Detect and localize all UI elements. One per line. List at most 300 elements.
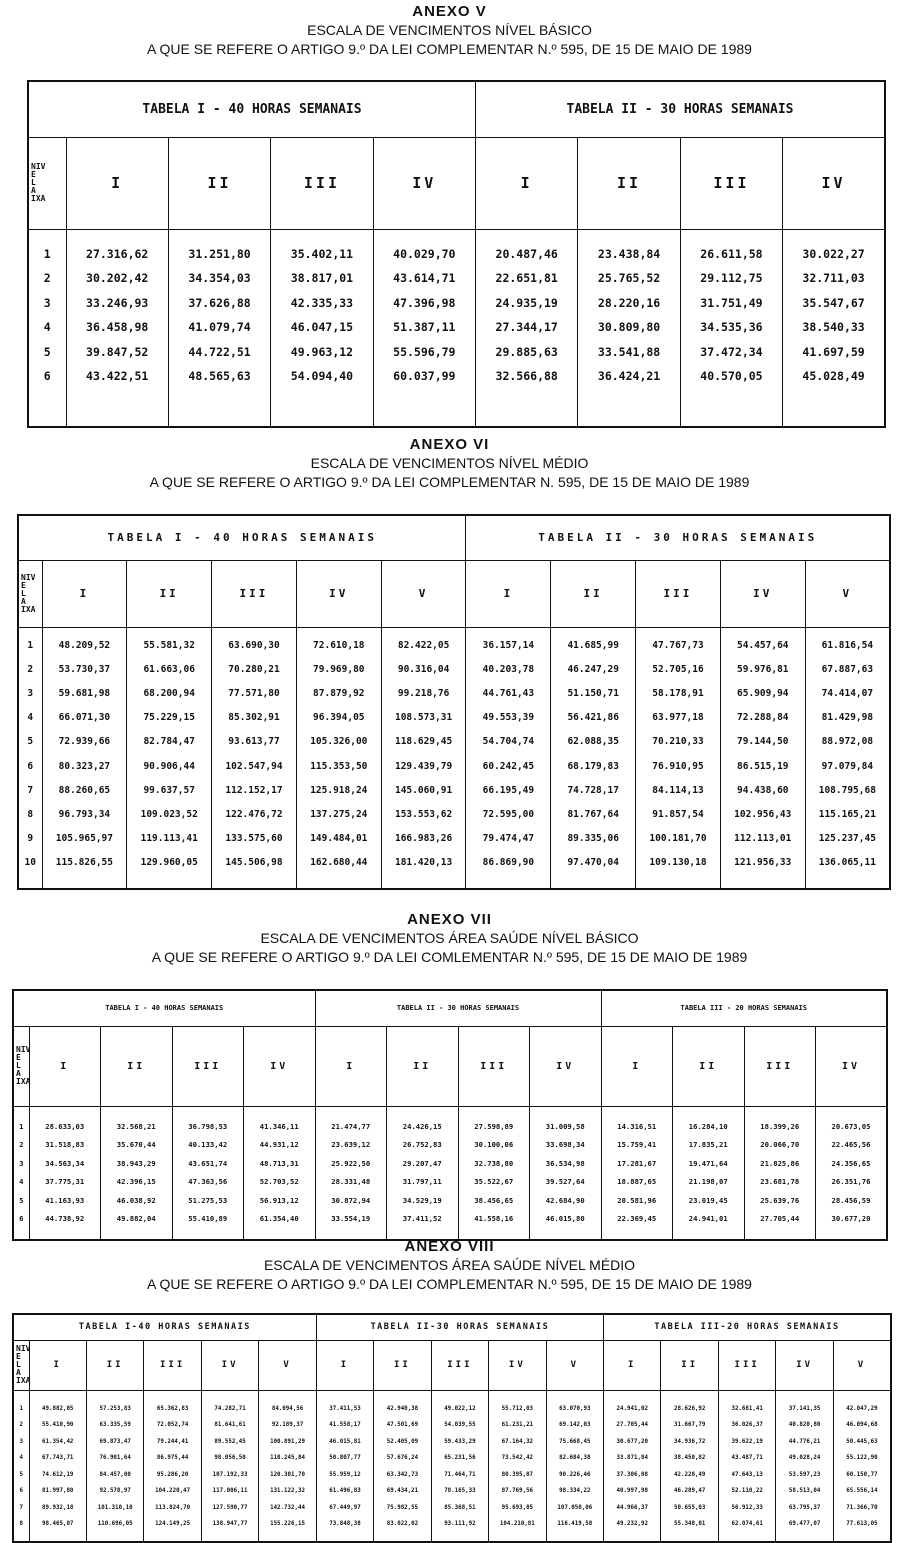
annex6-cell-value: 90.316,04: [397, 663, 450, 675]
annex7-value-column: [29, 1106, 101, 1240]
annex8-level-column: [13, 1390, 29, 1542]
annex7-cell-value: 24.356,65: [831, 1158, 871, 1168]
annex7-column-header: I: [29, 1026, 101, 1106]
annex8-cell-value: 63.795,37: [788, 1504, 821, 1511]
annex5-value-column: [168, 229, 270, 427]
annex8-cell-value: 27.705,44: [616, 1422, 648, 1428]
annex6-cell-value: 88.972,08: [821, 736, 874, 748]
annex8-cell-value: 84.457,00: [99, 1471, 131, 1478]
annex6-cell-value: 76.910,95: [652, 760, 704, 772]
annex5-value-column: [476, 229, 578, 427]
annex6-cell-value: 85.302,91: [228, 712, 280, 724]
annex7-cell-value: 14.316,51: [617, 1121, 657, 1131]
annex8-cell-value: 71.464,71: [444, 1471, 476, 1478]
annex8-column-header: V: [546, 1340, 603, 1390]
annex5-cell-value: 35.547,67: [802, 295, 865, 310]
annex5-level-number: 1: [43, 246, 51, 261]
annex8-cell-value: 55.348,01: [674, 1521, 706, 1527]
annex8-cell-value: 32.681,41: [731, 1405, 763, 1412]
annex8-value-column: [489, 1390, 546, 1542]
annex8-cell-value: 79.244,41: [156, 1438, 189, 1445]
annex6-cell-value: 97.079,84: [821, 760, 874, 772]
annex6-cell-value: 93.613,77: [228, 736, 280, 748]
annex8-column-header: IV: [776, 1340, 833, 1390]
annex6-cell-value: 48.209,52: [58, 639, 111, 651]
annex7-cell-value: 33.554,19: [331, 1214, 371, 1223]
annex6-column-header: I: [466, 560, 551, 627]
annex6-value-column: [466, 627, 551, 889]
annex5-cell-value: 43.614,71: [393, 271, 456, 285]
annex7-value-column: [244, 1106, 316, 1240]
annex7-column-header: IV: [530, 1026, 602, 1106]
annex8-cell-value: 49.022,12: [444, 1405, 476, 1412]
annex6-cell-value: 75.229,15: [143, 712, 195, 724]
annex8-level-number: 4: [19, 1455, 23, 1461]
annex8-cell-value: 40.997,98: [616, 1488, 648, 1494]
annex8-cell-value: 49.882,05: [42, 1405, 74, 1412]
annex8-level-number: 7: [19, 1504, 23, 1511]
annex5-cell-value: 35.402,11: [290, 246, 354, 261]
annex6-value-column: [381, 627, 466, 889]
annex6-cell-value: 109.130,18: [649, 857, 707, 869]
annex8-cell-value: 89.552,45: [214, 1438, 246, 1445]
annex6-cell-value: 63.690,30: [228, 639, 280, 651]
annex8-column-header: II: [86, 1340, 143, 1390]
annex8-value-column: [431, 1390, 488, 1542]
annex7-cell-value: 27.705,44: [760, 1214, 800, 1223]
annex7-cell-value: 49.882,04: [116, 1214, 156, 1223]
annex8-cell-value: 53.597,23: [788, 1471, 821, 1478]
annex8-cell-value: 95.286,20: [156, 1471, 189, 1478]
annex8-cell-value: 74.612,19: [42, 1471, 74, 1478]
annex6-subtitle: ESCALA DE VENCIMENTOS NÍVEL MÉDIO: [310, 455, 589, 471]
annex7-group-header: TABELA II - 30 HORAS SEMANAIS: [315, 990, 601, 1026]
annex6-cell-value: 105.326,00: [310, 736, 368, 748]
annex8-cell-value: 40.820,80: [788, 1422, 821, 1428]
annex8-cell-value: 47.501,69: [386, 1422, 419, 1428]
annex8-cell-value: 82.684,38: [559, 1455, 591, 1461]
annex7-value-column: [530, 1106, 602, 1240]
annex5-subtitle: ESCALA DE VENCIMENTOS NÍVEL BÁSICO: [307, 22, 592, 38]
annex7-cell-value: 35.670,44: [116, 1140, 156, 1149]
annex6-cell-value: 99.218,76: [397, 687, 450, 699]
annex5-cell-value: 34.354,03: [188, 271, 251, 285]
annex6-cell-value: 72.595,00: [482, 808, 535, 820]
annex5-column-header-row: [28, 137, 885, 229]
annex7-cell-value: 20.066,70: [760, 1140, 800, 1149]
annex5-cell-value: 43.422,51: [86, 369, 149, 383]
annex5-cell-value: 42.335,33: [290, 295, 354, 310]
annex7-cell-value: 37.775,31: [45, 1177, 85, 1186]
annex6-column-header: IV: [296, 560, 381, 627]
annex7-value-column: [315, 1106, 387, 1240]
annex8-column-header: III: [431, 1340, 488, 1390]
annex8-nivel-header: [13, 1340, 29, 1390]
annex8-table: [12, 1313, 892, 1543]
annex5-cell-value: 27.344,17: [495, 320, 558, 334]
annex8-cell-value: 55.959,12: [329, 1471, 361, 1478]
annex8-cell-value: 56.912,33: [731, 1504, 763, 1511]
annex7-header: [0, 910, 899, 967]
annex8-value-column: [29, 1390, 86, 1542]
annex5-cell-value: 29.112,75: [700, 271, 763, 285]
annex7-subtitle: ESCALA DE VENCIMENTOS ÁREA SAÚDE NÍVEL BÁSICO: [260, 930, 639, 946]
annex7-cell-value: 30.872,94: [331, 1195, 371, 1205]
annex6-nivel-label: A: [21, 596, 26, 606]
annex8-cell-value: 52.405,09: [386, 1438, 419, 1445]
annex6-cell-value: 54.704,74: [482, 736, 535, 748]
annex8-level-number: 2: [19, 1422, 23, 1428]
annex8-cell-value: 107.050,06: [557, 1504, 593, 1511]
annex8-cell-value: 85.368,51: [444, 1504, 476, 1511]
annex7-cell-value: 43.651,74: [188, 1158, 228, 1168]
annex5-header: [0, 2, 899, 59]
annex7-cell-value: 47.363,56: [188, 1177, 228, 1186]
annex8-cell-value: 95.693,05: [501, 1504, 534, 1511]
annex6-cell-value: 40.203,78: [482, 663, 535, 675]
annex7-value-column: [458, 1106, 530, 1240]
annex7-cell-value: 27.598,89: [474, 1121, 514, 1131]
annex6-cell-value: 112.152,17: [225, 784, 283, 796]
annex5-level-number: 2: [43, 271, 51, 285]
annex7-column-header: IV: [816, 1026, 888, 1106]
annex8-cell-value: 77.613,05: [846, 1521, 878, 1527]
annex8-value-column: [604, 1390, 661, 1542]
annex8-cell-value: 74.282,71: [214, 1405, 246, 1412]
annex6-column-header: I: [42, 560, 127, 627]
annex8-cell-value: 65.231,56: [444, 1455, 476, 1461]
annex7-level-number: 6: [19, 1214, 24, 1223]
annex7-cell-value: 26.351,76: [831, 1177, 871, 1186]
annex7-cell-value: 40.133,42: [188, 1140, 228, 1149]
annex8-value-column: [144, 1390, 201, 1542]
annex8-cell-value: 34.936,72: [674, 1438, 706, 1445]
annex6-cell-value: 108.573,31: [394, 712, 453, 724]
annex8-value-column: [718, 1390, 775, 1542]
annex8-cell-value: 54.039,55: [444, 1422, 476, 1428]
annex6-cell-value: 81.767,64: [567, 808, 619, 820]
annex5-column-header: II: [578, 137, 680, 229]
annex8-group-header: TABELA III-20 HORAS SEMANAIS: [604, 1314, 891, 1340]
annex7-cell-value: 46.038,92: [116, 1195, 156, 1205]
annex8-cell-value: 113.824,70: [155, 1504, 191, 1511]
annex6-cell-value: 74.728,17: [567, 784, 619, 796]
annex7-cell-value: 24.941,01: [688, 1214, 728, 1223]
annex7-cell-value: 55.410,89: [188, 1214, 228, 1223]
annex7-value-column: [601, 1106, 673, 1240]
annex5-group-header: TABELA I - 40 HORAS SEMANAIS: [28, 81, 476, 137]
annex6-level-number: 7: [27, 784, 34, 796]
annex8-cell-value: 75.668,45: [559, 1438, 591, 1445]
annex7-cell-value: 37.411,52: [402, 1214, 442, 1223]
annex5-column-header: III: [271, 137, 373, 229]
annex7-nivel-label: E: [16, 1053, 21, 1062]
annex5-cell-value: 30.022,27: [802, 246, 865, 261]
annex6-cell-value: 36.157,14: [482, 639, 535, 651]
annex8-cell-value: 30.677,20: [616, 1438, 648, 1445]
annex6-cell-value: 79.969,80: [313, 663, 365, 675]
annex7-cell-value: 18.887,65: [617, 1177, 657, 1186]
annex6-cell-value: 96.793,34: [58, 808, 111, 820]
annex6-cell-value: 96.394,05: [313, 712, 365, 724]
annex7-cell-value: 41.163,93: [45, 1195, 85, 1205]
annex6-group-header: TABELA I - 40 HORAS SEMANAIS: [18, 515, 466, 560]
annex6-level-number: 2: [27, 663, 34, 675]
annex8-cell-value: 39.622,19: [731, 1438, 763, 1445]
annex8-cell-value: 37.141,35: [788, 1405, 821, 1412]
annex5-cell-value: 38.817,01: [290, 271, 354, 285]
annex6-cell-value: 102.956,43: [734, 808, 792, 820]
annex6-cell-value: 115.165,21: [818, 808, 876, 820]
annex8-cell-value: 38.450,82: [674, 1455, 706, 1461]
annex6-cell-value: 70.280,21: [228, 663, 280, 675]
annex7-cell-value: 23.681,78: [760, 1177, 800, 1186]
annex7-cell-value: 28.456,59: [831, 1195, 871, 1205]
annex8-cell-value: 36.026,37: [731, 1422, 763, 1428]
annex6-cell-value: 44.761,43: [482, 687, 535, 699]
annex6-values-row: [18, 627, 890, 889]
annex7-level-column: [13, 1106, 29, 1240]
annex6-value-column: [127, 627, 212, 889]
annex8-cell-value: 46.015,81: [329, 1438, 361, 1445]
annex8-value-column: [86, 1390, 143, 1542]
annex8-cell-value: 55.122,90: [846, 1455, 878, 1461]
annex8-cell-value: 101.310,10: [97, 1504, 133, 1511]
annex6-nivel-header: [18, 560, 42, 627]
annex8-cell-value: 42.047,29: [846, 1405, 878, 1412]
annex6-cell-value: 89.335,06: [567, 833, 619, 845]
annex7-cell-value: 25.639,76: [760, 1195, 800, 1205]
annex7-cell-value: 56.913,12: [259, 1195, 299, 1205]
annex5-nivel-label: L: [31, 178, 36, 187]
annex7-level-number: 3: [19, 1158, 24, 1168]
annex5-cell-value: 25.765,52: [597, 271, 661, 285]
annex6-cell-value: 70.210,33: [652, 736, 704, 748]
annex6-cell-value: 105.965,97: [55, 833, 113, 845]
annex6-cell-value: 53.730,37: [58, 663, 111, 675]
annex5-value-column: [271, 229, 373, 427]
annex8-cell-value: 67.743,71: [42, 1455, 74, 1461]
annex6-cell-value: 62.088,35: [567, 736, 619, 748]
annex8-cell-value: 59.433,29: [444, 1438, 476, 1445]
annex5-cell-value: 40.570,05: [700, 369, 763, 383]
annex8-column-header: III: [144, 1340, 201, 1390]
annex5-cell-value: 27.316,62: [86, 246, 149, 261]
annex8-cell-value: 124.149,25: [155, 1521, 191, 1527]
annex8-level-number: 5: [19, 1471, 23, 1478]
annex5-cell-value: 23.438,84: [597, 246, 661, 261]
annex6-cell-value: 79.474,47: [482, 833, 535, 845]
annex8-cell-value: 50.807,77: [329, 1455, 361, 1461]
annex8-column-header: I: [604, 1340, 661, 1390]
annex6-cell-value: 119.113,41: [140, 833, 198, 845]
annex6-cell-value: 162.680,44: [310, 857, 368, 869]
annex7-cell-value: 34.563,34: [45, 1158, 85, 1168]
annex8-cell-value: 43.487,71: [731, 1455, 763, 1461]
annex6-cell-value: 100.181,70: [649, 833, 707, 845]
annex7-level-number: 2: [19, 1140, 24, 1149]
annex5-cell-value: 36.424,21: [597, 369, 661, 383]
annex6-column-header-row: [18, 560, 890, 627]
annex8-column-header: V: [833, 1340, 891, 1390]
annex8-nivel-label: IXA: [16, 1376, 31, 1385]
annex5-column-header: II: [168, 137, 270, 229]
annex6-cell-value: 49.553,39: [482, 712, 535, 724]
annex6-cell-value: 86.869,90: [482, 857, 535, 869]
annex7-cell-value: 25.922,50: [331, 1158, 371, 1168]
annex6-cell-value: 58.178,91: [652, 687, 704, 699]
annex7-cell-value: 31.009,58: [545, 1121, 585, 1131]
annex7-cell-value: 38.943,29: [116, 1158, 156, 1168]
annex8-cell-value: 37.306,08: [616, 1471, 648, 1478]
annex8-group-row: [13, 1314, 891, 1340]
annex6-cell-value: 82.784,47: [143, 736, 195, 748]
annex5-cell-value: 40.029,70: [393, 246, 456, 261]
annex5-cell-value: 22.651,81: [495, 271, 558, 285]
annex7-nivel-label: A: [16, 1069, 21, 1078]
annex7-level-number: 5: [19, 1195, 24, 1205]
annex8-cell-value: 78.165,33: [444, 1488, 476, 1494]
annex7-level-number: 4: [19, 1177, 24, 1186]
annex8-column-header: IV: [489, 1340, 546, 1390]
annex8-cell-value: 69.434,21: [386, 1488, 419, 1494]
annex6-cell-value: 82.422,05: [397, 639, 450, 651]
annex5-table: [27, 80, 886, 428]
annex7-cell-value: 29.207,47: [402, 1158, 442, 1168]
annex5-cell-value: 46.047,15: [290, 320, 354, 334]
annex7-cell-value: 42.396,15: [116, 1177, 156, 1186]
annex8-value-column: [776, 1390, 833, 1542]
annex7-cell-value: 31.518,83: [45, 1140, 85, 1149]
annex6-cell-value: 99.637,57: [143, 784, 195, 796]
annex6-cell-value: 65.909,94: [737, 687, 789, 699]
annex5-title: ANEXO V: [412, 3, 487, 20]
annex8-cell-value: 49.232,92: [616, 1521, 648, 1527]
annex8-cell-value: 155.226,15: [270, 1521, 305, 1527]
annex7-cell-value: 18.399,26: [760, 1121, 800, 1131]
annex6-header: [0, 435, 899, 492]
annex8-cell-value: 61.354,42: [42, 1438, 74, 1445]
annex8-cell-value: 73.542,42: [501, 1455, 534, 1461]
annex5-column-header: I: [476, 137, 578, 229]
annex8-cell-value: 142.732,44: [270, 1504, 305, 1511]
annex7-cell-value: 21.474,77: [331, 1121, 371, 1131]
annex6-cell-value: 86.515,19: [737, 760, 789, 772]
annex7-cell-value: 51.275,53: [188, 1195, 228, 1205]
annex8-group-header: TABELA II-30 HORAS SEMANAIS: [316, 1314, 603, 1340]
annex7-cell-value: 41.558,16: [474, 1214, 514, 1223]
annex8-column-header: II: [374, 1340, 431, 1390]
annex6-cell-value: 94.438,60: [737, 784, 789, 796]
annex8-cell-value: 65.362,83: [156, 1405, 189, 1412]
annex8-value-column: [374, 1390, 431, 1542]
annex8-value-column: [316, 1390, 373, 1542]
annex6-cell-value: 97.470,04: [567, 857, 619, 869]
annex5-cell-value: 28.220,16: [597, 295, 661, 310]
annex6-cell-value: 87.879,92: [313, 687, 365, 699]
annex7-value-column: [101, 1106, 173, 1240]
annex7-cell-value: 38.456,65: [474, 1195, 514, 1205]
annex5-cell-value: 55.596,79: [393, 344, 456, 359]
annex6-group-row: [18, 515, 890, 560]
annex8-cell-value: 98.056,50: [214, 1455, 246, 1461]
annex5-cell-value: 20.487,46: [495, 246, 558, 261]
annex5-value-column: [66, 229, 168, 427]
annex6-cell-value: 63.977,18: [652, 712, 704, 724]
annex7-cell-value: 36.534,98: [545, 1158, 585, 1168]
annex5-nivel-label: E: [31, 170, 36, 179]
annex6-cell-value: 108.795,68: [818, 784, 876, 796]
annex7-cell-value: 30.100,06: [474, 1140, 514, 1149]
annex8-cell-value: 138.947,77: [212, 1521, 248, 1527]
annex6-cell-value: 80.323,27: [58, 760, 111, 772]
annex5-cell-value: 30.202,42: [86, 271, 149, 285]
annex7-cell-value: 19.471,64: [688, 1158, 728, 1168]
annex6-value-column: [42, 627, 127, 889]
annex6-cell-value: 112.113,01: [734, 833, 792, 845]
annex7-reference: A QUE SE REFERE O ARTIGO 9.º DA LEI COMLEMENTAR N.º 595, DE 15 DE MAIO DE 1989: [151, 949, 748, 965]
annex5-nivel-label: A: [31, 186, 36, 195]
annex8-cell-value: 81.997,80: [42, 1488, 74, 1494]
annex7-cell-value: 33.698,34: [545, 1140, 585, 1149]
annex6-cell-value: 72.288,84: [737, 712, 789, 724]
annex8-cell-value: 83.022,02: [386, 1521, 419, 1527]
annex6-cell-value: 74.414,07: [821, 687, 874, 699]
annex8-cell-value: 71.366,70: [846, 1504, 878, 1511]
annex5-reference: A QUE SE REFERE O ARTIGO 9.º DA LEI COMPLEMENTAR N.º 595, DE 15 DE MAIO DE 1989: [147, 41, 752, 57]
annex5-cell-value: 44.722,51: [188, 344, 251, 359]
annex8-cell-value: 104.210,81: [499, 1521, 535, 1527]
annex5-cell-value: 54.094,40: [290, 369, 354, 383]
annex7-nivel-label: NIV: [16, 1045, 31, 1054]
annex6-value-column: [805, 627, 890, 889]
annex6-column-header: III: [636, 560, 721, 627]
annex5-cell-value: 37.626,88: [188, 295, 251, 310]
annex8-cell-value: 92.189,37: [271, 1422, 304, 1428]
annex6-cell-value: 153.553,62: [394, 808, 453, 820]
annex7-nivel-header: [13, 1026, 29, 1106]
annex5-value-column: [680, 229, 782, 427]
annex5-level-number: 3: [43, 295, 51, 310]
annex8-cell-value: 69.142,03: [559, 1422, 591, 1428]
annex6-cell-value: 77.571,80: [228, 687, 280, 699]
annex5-level-column: [28, 229, 66, 427]
annex6-value-column: [551, 627, 636, 889]
annex5-value-column: [783, 229, 885, 427]
annex7-column-header: III: [172, 1026, 244, 1106]
annex8-cell-value: 116.419,58: [557, 1521, 593, 1527]
annex5-cell-value: 39.847,52: [86, 344, 149, 359]
annex6-cell-value: 56.421,86: [567, 712, 619, 724]
annex6-nivel-label: E: [21, 580, 26, 590]
annex5-value-column: [373, 229, 475, 427]
annex6-cell-value: 129.960,05: [140, 857, 198, 869]
annex6-cell-value: 125.237,45: [818, 833, 876, 845]
annex8-column-header: IV: [201, 1340, 258, 1390]
annex8-cell-value: 28.626,92: [674, 1405, 706, 1412]
annex8-column-header: V: [259, 1340, 316, 1390]
annex8-cell-value: 42.940,38: [386, 1405, 419, 1412]
annex5-nivel-label: IXA: [31, 194, 46, 203]
annex6-cell-value: 129.439,79: [394, 760, 453, 772]
annex6-cell-value: 68.200,94: [143, 687, 195, 699]
annex5-group-row: [28, 81, 885, 137]
annex6-level-number: 8: [27, 808, 34, 820]
annex8-cell-value: 55.410,90: [42, 1422, 74, 1428]
annex6-cell-value: 46.247,29: [567, 663, 619, 675]
annex8-cell-value: 131.122,32: [270, 1488, 305, 1494]
annex5-value-column: [578, 229, 680, 427]
